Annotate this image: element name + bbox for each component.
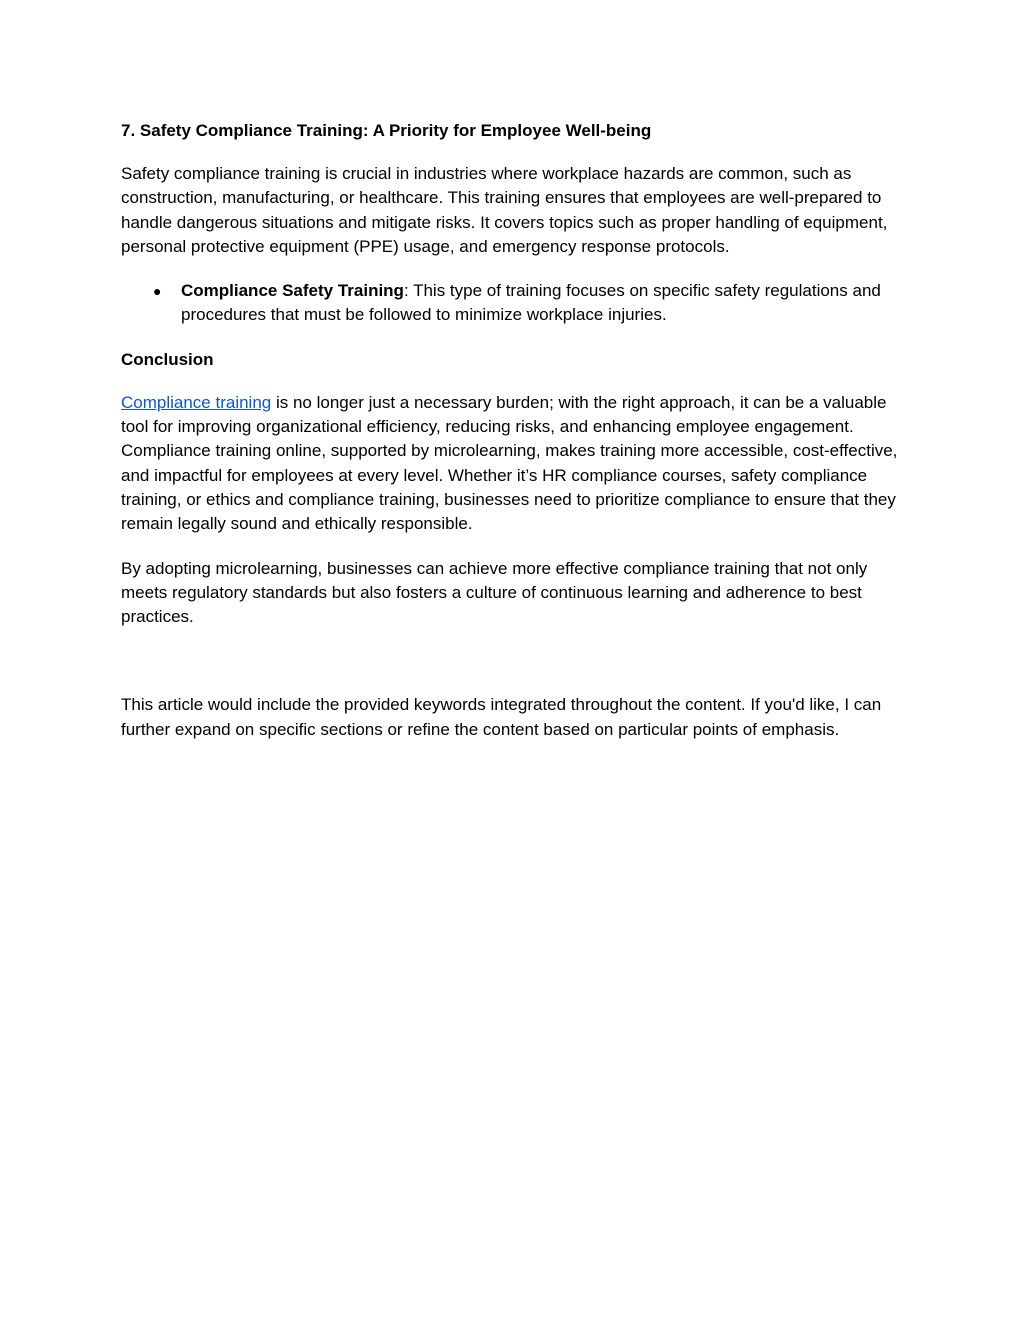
conclusion-paragraph-2: By adopting microlearning, businesses can achieve more effective compliance training that not only meets regulatory standards but also fosters a culture of continuous learning and adherence to best practices. [121, 558, 868, 627]
blank-line [121, 649, 911, 693]
bullet-text: : This type of training focuses on specific safety regulations and procedures that must be followed to minimize workplace injuries. [181, 281, 881, 325]
bullet-list [121, 279, 911, 328]
compliance-training-link[interactable]: Compliance training [121, 392, 272, 412]
document-page [121, 118, 911, 762]
section-heading: 7. Safety Compliance Training: A Priority for Employee Well-being [121, 121, 652, 140]
section-paragraph: Safety compliance training is crucial in industries where workplace hazards are common, such as construction, manufacturing, or healthcare. This training ensures that employees are well-prepared to handle dangerous situations and mitigate risks. It covers topics such as proper handling of equipment, personal protective equipment (PPE) usage, and emergency response protocols. [121, 164, 888, 256]
conclusion-paragraph-1 [121, 391, 911, 537]
closing-note: This article would include the provided keywords integrated throughout the content. If you'd like, I can further expand on specific sections or refine the content based on particular points of emphasis. [121, 695, 882, 739]
bullet-icon: ● [153, 283, 162, 300]
list-item [121, 279, 911, 328]
conclusion-heading: Conclusion [121, 349, 214, 369]
conclusion-paragraph-1-text: is no longer just a necessary burden; with the right approach, it can be a valuable tool for improving organizational efficiency, reducing risks, and enhancing employee engagement. Compliance training online, supported by microlearning, makes training more accessible, cost-effective, and impactful for employees at every level. Whether it’s HR compliance courses, safety compliance training, or ethics and compliance training, businesses need to prioritize compliance to ensure that they remain legally sound and ethically responsible. [121, 392, 898, 534]
bullet-term: Compliance Safety Training [181, 281, 404, 301]
